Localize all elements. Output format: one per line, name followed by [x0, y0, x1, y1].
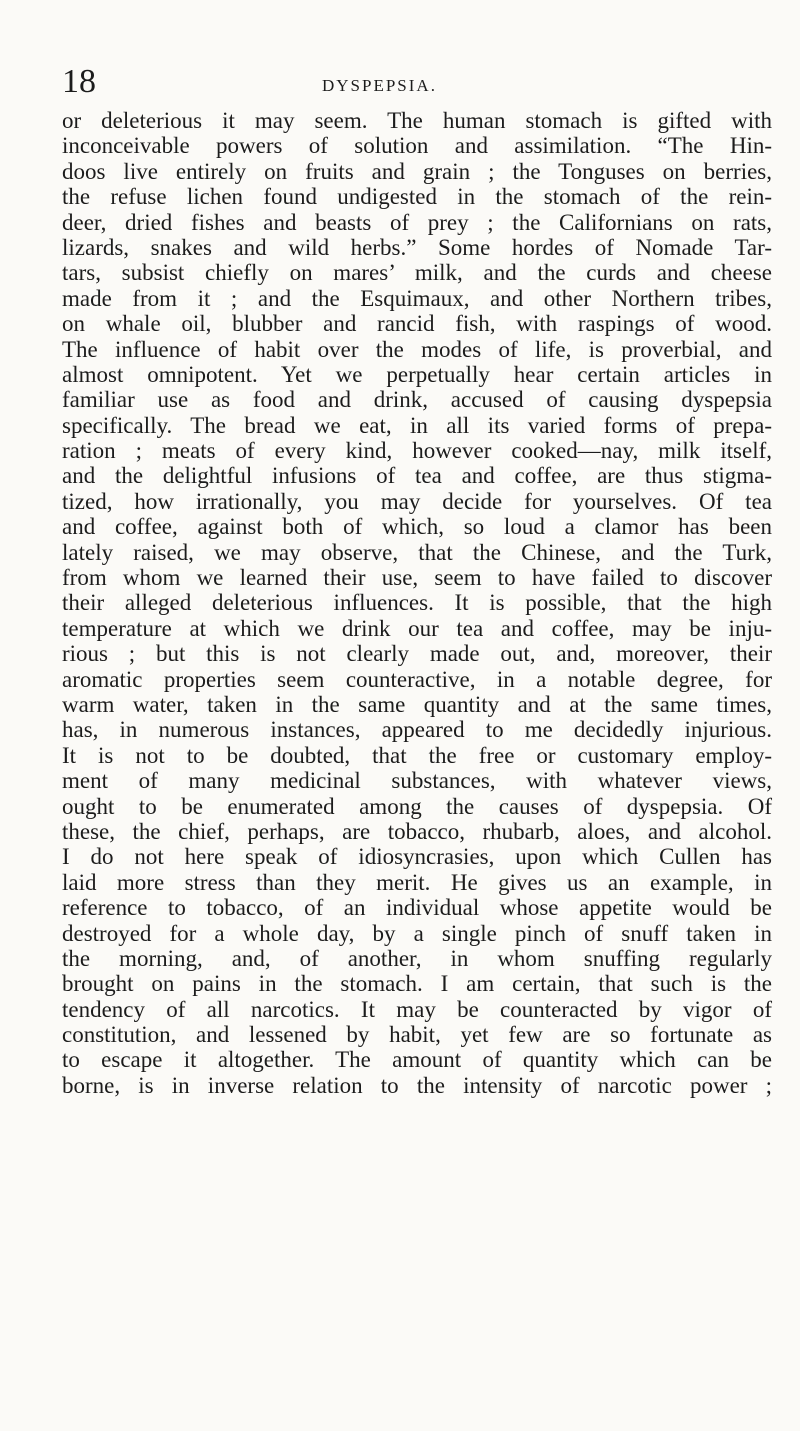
text-line: warm water, taken in the same quantity and at the same times, [62, 691, 772, 717]
text-line: has, in numerous instances, appeared to me decidedly injurious. [62, 717, 772, 743]
text-line: reference to tobacco, of an individual whose appetite would be [62, 895, 772, 921]
text-line: brought on pains in the stomach. I am certain, that such is the [62, 971, 772, 997]
text-line: almost omnipotent. Yet we perpetually hear certain articles in [62, 361, 772, 387]
text-line: tendency of all narcotics. It may be counteracted by vigor of [62, 996, 772, 1022]
text-line: laid more stress than they merit. He gives us an example, in [62, 869, 772, 895]
text-line: I do not here speak of idiosyncrasies, upon which Cullen has [62, 844, 772, 870]
text-line: ment of many medicinal substances, with whatever views, [62, 768, 772, 794]
text-line: rious ; but this is not clearly made out, and, moreover, their [62, 641, 772, 667]
text-line: aromatic properties seem counteractive, in a notable degree, for [62, 666, 772, 692]
running-head [62, 62, 762, 102]
text-line: tized, how irrationally, you may decide for yourselves. Of tea [62, 488, 772, 514]
body-text [62, 108, 772, 1098]
text-line: specifically. The bread we eat, in all its varied forms of prepa- [62, 412, 772, 438]
text-line: familiar use as food and drink, accused of causing dyspepsia [62, 387, 772, 413]
text-line: made from it ; and the Esquimaux, and other Northern tribes, [62, 285, 772, 311]
text-line: It is not to be doubted, that the free or customary employ- [62, 742, 772, 768]
text-line: the refuse lichen found undigested in the stomach of the rein- [62, 184, 772, 210]
text-line: ought to be enumerated among the causes of dyspepsia. Of [62, 793, 772, 819]
text-line: destroyed for a whole day, by a single pinch of snuff taken in [62, 920, 772, 946]
text-line: their alleged deleterious influences. It is possible, that the high [62, 590, 772, 616]
text-line: doos live entirely on fruits and grain ; the Tonguses on berries, [62, 158, 772, 184]
text-line: these, the chief, perhaps, are tobacco, rhubarb, aloes, and alcohol. [62, 818, 772, 844]
running-title: DYSPEPSIA. [322, 76, 437, 95]
text-line: constitution, and lessened by habit, yet few are so fortunate as [62, 1022, 772, 1048]
text-line: on whale oil, blubber and rancid fish, with raspings of wood. [62, 311, 772, 337]
text-line: borne, is in inverse relation to the intensity of narcotic power ; [62, 1072, 772, 1098]
text-line: tars, subsist chiefly on mares’ milk, and the curds and cheese [62, 260, 772, 286]
text-line: lizards, snakes and wild herbs.” Some hordes of Nomade Tar- [62, 234, 772, 260]
text-line: from whom we learned their use, seem to have failed to discover [62, 565, 772, 591]
text-line: and the delightful infusions of tea and coffee, are thus stigma- [62, 463, 772, 489]
text-line: The influence of habit over the modes of life, is proverbial, and [62, 336, 772, 362]
page-number: 18 [62, 63, 96, 100]
text-line: temperature at which we drink our tea and coffee, may be inju- [62, 615, 772, 641]
text-line: to escape it altogether. The amount of quantity which can be [62, 1047, 772, 1073]
text-line: and coffee, against both of which, so loud a clamor has been [62, 514, 772, 540]
text-line: deer, dried fishes and beasts of prey ; the Californians on rats, [62, 209, 772, 235]
text-line: inconceivable powers of solution and assimilation. “The Hin- [62, 133, 772, 159]
text-line: the morning, and, of another, in whom snuffing regularly [62, 945, 772, 971]
text-line: ration ; meats of every kind, however cooked—nay, milk itself, [62, 438, 772, 464]
text-line: lately raised, we may observe, that the Chinese, and the Turk, [62, 539, 772, 565]
text-line: or deleterious it may seem. The human stomach is gifted with [62, 108, 772, 133]
